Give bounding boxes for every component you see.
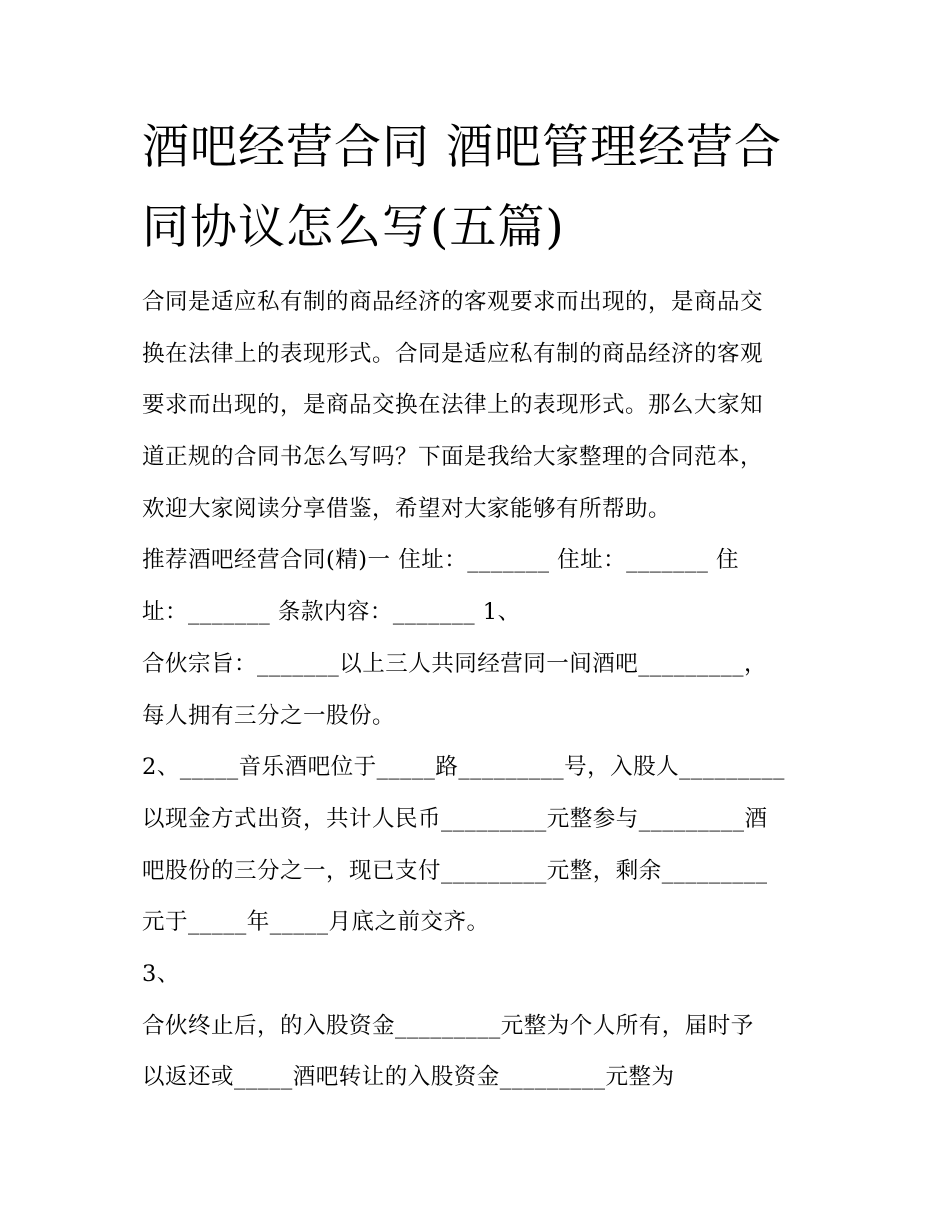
body-line: 欢迎大家阅读分享借鉴，希望对大家能够有所帮助。: [142, 495, 672, 522]
body-line: 换在法律上的表现形式。合同是适应私有制的商品经济的客观: [142, 340, 764, 367]
body-line: 推荐酒吧经营合同(精)一 住址：_______ 住址：_______ 住: [142, 547, 740, 574]
body-line: 合同是适应私有制的商品经济的客观要求而出现的，是商品交: [142, 289, 764, 315]
body-line: 元于_____年_____月底之前交齐。: [142, 909, 490, 936]
body-line: 2、_____音乐酒吧位于_____路_________号，入股人_________: [142, 754, 785, 781]
body-line: 道正规的合同书怎么写吗？下面是我给大家整理的合同范本，: [142, 444, 764, 471]
body-line: 每人拥有三分之一股份。: [142, 702, 396, 729]
body-line: 合伙终止后，的入股资金_________元整为个人所有，届时予: [142, 1012, 754, 1039]
body-line: 合伙宗旨：_______以上三人共同经营同一间酒吧_________，: [142, 650, 768, 677]
body-line: 吧股份的三分之一，现已支付_________元整，剩余_________: [142, 857, 768, 884]
document-body: [142, 280, 822, 1107]
document-title: [142, 108, 822, 268]
body-line: 要求而出现的，是商品交换在法律上的表现形式。那么大家知: [142, 392, 764, 419]
body-line: 3、: [142, 960, 180, 987]
title-line-2: 同协议怎么写(五篇): [142, 200, 565, 255]
title-line-1: 酒吧经营合同 酒吧管理经营合: [142, 120, 782, 175]
body-line: 址：_______ 条款内容：_______ 1、: [142, 599, 521, 626]
body-line: 以返还或_____酒吧转让的入股资金_________元整为: [142, 1064, 675, 1091]
body-line: 以现金方式出资，共计人民币_________元整参与_________酒: [142, 805, 768, 832]
